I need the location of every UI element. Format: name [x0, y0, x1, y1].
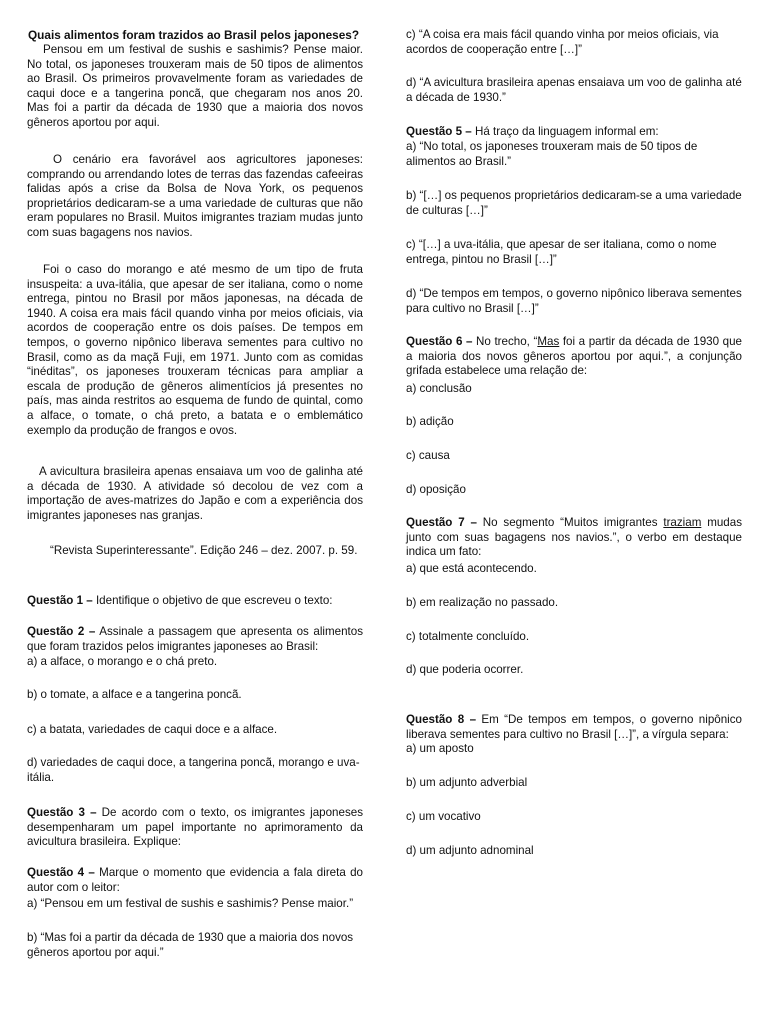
question-6-text-after: foi a partir da década de 1930 que a maioria dos novos gêneros aportou por aqui.”, a conjunção grifada estabelece uma relação de: — [406, 335, 742, 378]
question-6-underlined-word: Mas — [537, 335, 560, 348]
question-8-option-a[interactable]: a) um aposto — [406, 742, 474, 755]
question-8 — [406, 713, 742, 742]
question-7-option-c[interactable]: c) totalmente concluído. — [406, 630, 530, 643]
question-4-option-d[interactable]: d) “A avicultura brasileira apenas ensaiava um voo de galinha até a década de 1930.” — [406, 76, 742, 104]
question-7-text-before: No segmento “Muitos imigrantes — [476, 516, 664, 529]
question-8-text: Em “De tempos em tempos, o governo nipônico liberava sementes para cultivo no Brasil […]”, a vírgula separa: — [406, 713, 742, 741]
question-2-option-d[interactable]: d) variedades de caqui doce, a tangerina poncã, morango e uva-itália. — [27, 756, 360, 784]
question-8-label: Questão 8 – — [406, 713, 477, 726]
source-citation: “Revista Superinteressante”. Edição 246 – dez. 2007. p. 59. — [50, 544, 358, 557]
paragraph-1: Pensou em um festival de sushis e sashimis? Pense maior. No total, os japoneses trouxeram mais de 50 tipos de alimentos ao Brasil. Os primeiros provavelmente foram as variedades de caqui doce e a tangerina poncã, que chegaram nos anos 20. Mas foi a partir da década de 1930 que a maioria dos novos gêneros aportou por aqui. — [27, 43, 363, 129]
question-4-label: Questão 4 – — [27, 866, 95, 879]
question-4-text: Marque o momento que evidencia a fala direta do autor com o leitor: — [27, 866, 363, 894]
text-title: Quais alimentos foram trazidos ao Brasil pelos japoneses? — [28, 28, 360, 42]
question-2 — [27, 625, 363, 654]
question-1-text: Identifique o objetivo de que escreveu o texto: — [92, 594, 333, 607]
question-8-option-c[interactable]: c) um vocativo — [406, 810, 481, 823]
question-4-option-a[interactable]: a) “Pensou em um festival de sushis e sashimis? Pense maior.” — [27, 897, 354, 910]
question-4 — [27, 866, 363, 895]
question-6-option-d[interactable]: d) oposição — [406, 483, 466, 496]
question-3 — [27, 806, 363, 850]
question-5-option-b[interactable]: b) “[…] os pequenos proprietários dedicaram-se a uma variedade de culturas […]” — [406, 189, 742, 217]
question-2-option-a[interactable]: a) a alface, o morango e o chá preto. — [27, 655, 218, 668]
paragraph-3: Foi o caso do morango e até mesmo de um tipo de fruta insuspeita: a uva-itália, que apesar de ser italiana, como o nome entrega, pintou no Brasil por mãos japonesas, na década de 1940. A coisa era mais fácil quando vinha por meios oficiais, via acordos de cooperação entre os dois países. De tempos em tempos, o governo nipônico liberava sementes para cultivo no Brasil, como as da maçã Fuji, em 1971. Junto com as comidas “inéditas”, os japoneses trouxeram técnicas para ampliar a escala de produção de gêneros alimentícios já presentes no país, mas ainda restritos ao esquema de fundo de quintal, como a alface, o tomate, o chá preto, a batata e o emblemático exemplo da produção de frangos e ovos. — [27, 263, 363, 437]
question-3-text: De acordo com o texto, os imigrantes japoneses desempenharam um papel importante no aprimoramento da avicultura brasileira. Explique: — [27, 806, 363, 849]
question-6-text-before: No trecho, “ — [472, 335, 538, 348]
question-6-label: Questão 6 – — [406, 335, 473, 348]
question-5 — [406, 125, 742, 140]
paragraph-2: O cenário era favorável aos agricultores japoneses: comprando ou arrendando lotes de terras das fazendas cafeeiras falidas após a crise da Bolsa de Nova York, os pequenos proprietários dedicaram-se a uma variedade de culturas que não eram populares no Brasil. Muitos imigrantes traziam mudas junto com suas bagagens nos navios. — [27, 153, 363, 239]
question-4-option-c[interactable]: c) “A coisa era mais fácil quando vinha por meios oficiais, via acordos de cooperação entre […]” — [406, 28, 719, 56]
question-3-label: Questão 3 – — [27, 806, 97, 819]
question-7-option-d[interactable]: d) que poderia ocorrer. — [406, 663, 524, 676]
paragraph-4: A avicultura brasileira apenas ensaiava um voo de galinha até a década de 1930. A atividade só decolou de vez com a importação de aves-matrizes do Japão e com a experiência dos imigrantes japoneses nas granjas. — [27, 465, 363, 522]
question-8-option-d[interactable]: d) um adjunto adnominal — [406, 844, 534, 857]
question-2-option-b[interactable]: b) o tomate, a alface e a tangerina poncã. — [27, 688, 242, 701]
question-2-text: Assinale a passagem que apresenta os alimentos que foram trazidos pelos imigrantes japoneses ao Brasil: — [27, 625, 363, 653]
question-4-option-b[interactable]: b) “Mas foi a partir da década de 1930 que a maioria dos novos gêneros aportou por aqui.” — [27, 931, 354, 959]
question-6-option-a[interactable]: a) conclusão — [406, 382, 472, 395]
question-5-option-c[interactable]: c) “[…] a uva-itália, que apesar de ser italiana, como o nome entrega, pintou no Brasil […]” — [406, 238, 717, 266]
question-7-option-b[interactable]: b) em realização no passado. — [406, 596, 559, 609]
question-2-option-c[interactable]: c) a batata, variedades de caqui doce e a alface. — [27, 723, 278, 736]
question-8-option-b[interactable]: b) um adjunto adverbial — [406, 776, 528, 789]
question-6-option-c[interactable]: c) causa — [406, 449, 450, 462]
question-5-option-a[interactable]: a) “No total, os japoneses trouxeram mais de 50 tipos de alimentos ao Brasil.” — [406, 140, 698, 168]
question-7-option-a[interactable]: a) que está acontecendo. — [406, 562, 537, 575]
question-5-text: Há traço da linguagem informal em: — [471, 125, 659, 138]
question-5-option-d[interactable]: d) “De tempos em tempos, o governo nipônico liberava sementes para cultivo no Brasil […]” — [406, 287, 742, 315]
question-1-label: Questão 1 – — [27, 594, 93, 607]
question-6 — [406, 335, 742, 379]
question-6-option-b[interactable]: b) adição — [406, 415, 454, 428]
question-2-label: Questão 2 – — [27, 625, 96, 638]
question-1 — [27, 594, 363, 609]
question-7 — [406, 516, 742, 560]
question-7-text-after: mudas junto com suas bagagens nos navios.”, o verbo em destaque indica um fato: — [406, 516, 742, 559]
question-5-label: Questão 5 – — [406, 125, 472, 138]
question-7-underlined-word: traziam — [663, 516, 702, 529]
question-7-label: Questão 7 – — [406, 516, 477, 529]
